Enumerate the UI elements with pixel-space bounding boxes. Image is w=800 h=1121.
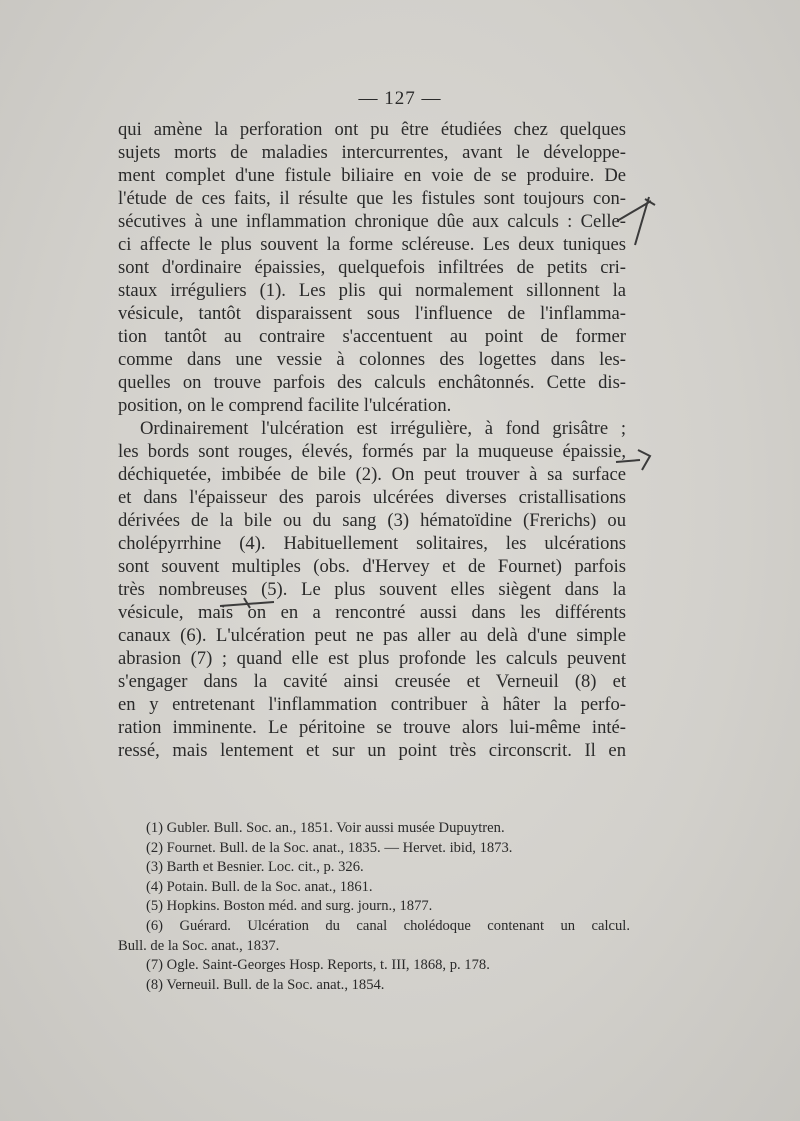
- body-line: déchiquetée, imbibée de bile (2). On peut trouver à sa surface: [118, 464, 626, 485]
- body-line: l'étude de ces faits, il résulte que les fistules sont toujours con-: [118, 188, 626, 209]
- body-line: dérivées de la bile ou du sang (3) hématoïdine (Frerichs) ou: [118, 510, 626, 531]
- page-number: — 127 —: [358, 88, 442, 109]
- body-line: ment complet d'une fistule biliaire en voie de se produire. De: [118, 165, 626, 186]
- body-line: ration imminente. Le péritoine se trouve alors lui-même inté-: [118, 717, 626, 738]
- body-line: qui amène la perforation ont pu être étudiées chez quelques: [118, 119, 626, 140]
- body-line: en y entretenant l'inflammation contribuer à hâter la perfo-: [118, 694, 626, 715]
- body-line: sécutives à une inflammation chronique dûe aux calculs : Celle-: [118, 211, 626, 232]
- proofreading-mark: [610, 440, 660, 480]
- footnote: (6) Guérard. Ulcération du canal cholédoque contenant un calcul.: [146, 917, 630, 934]
- footnote: (5) Hopkins. Boston méd. and surg. journ., 1877.: [146, 898, 433, 915]
- footnote: (7) Ogle. Saint-Georges Hosp. Reports, t. III, 1868, p. 178.: [146, 957, 490, 974]
- footnotes: [118, 819, 630, 995]
- body-line: comme dans une vessie à colonnes des logettes dans les-: [118, 349, 626, 370]
- proofreading-mark: [218, 594, 278, 614]
- body-line: cholépyrrhine (4). Habituellement solitaires, les ulcérations: [118, 533, 626, 554]
- body-line: les bords sont rouges, élevés, formés par la muqueuse épaissie,: [118, 441, 626, 462]
- footnote: (8) Verneuil. Bull. de la Soc. anat., 1854.: [146, 976, 385, 993]
- body-line: sujets morts de maladies intercurrentes, avant le développe-: [118, 142, 626, 163]
- body-line: très nombreuses (5). Le plus souvent elles siègent dans la: [118, 579, 626, 600]
- footnote: (2) Fournet. Bull. de la Soc. anat., 1835. — Hervet. ibid, 1873.: [146, 839, 513, 856]
- body-line: canaux (6). L'ulcération peut ne pas aller au delà d'une simple: [118, 625, 626, 646]
- body-line: tion tantôt au contraire s'accentuent au point de former: [118, 326, 626, 347]
- body-line: Ordinairement l'ulcération est irrégulière, à fond grisâtre ;: [140, 418, 626, 439]
- body-line: quelles on trouve parfois des calculs enchâtonnés. Cette dis-: [118, 372, 626, 393]
- body-line: vésicule, tantôt disparaissent sous l'influence de l'inflamma-: [118, 303, 626, 324]
- footnote: (3) Barth et Besnier. Loc. cit., p. 326.: [146, 859, 364, 876]
- body-line: vésicule, mais on en a rencontré aussi dans les différents: [118, 602, 626, 623]
- footnote: (1) Gubler. Bull. Soc. an., 1851. Voir aussi musée Dupuytren.: [146, 820, 505, 836]
- body-line: position, on le comprend facilite l'ulcération.: [118, 395, 452, 416]
- footnote-continuation: Bull. de la Soc. anat., 1837.: [118, 937, 280, 954]
- body-line: et dans l'épaisseur des parois ulcérées diverses cristallisations: [118, 487, 626, 508]
- body-line: ci affecte le plus souvent la forme scléreuse. Les deux tuniques: [118, 234, 626, 255]
- body-line: sont d'ordinaire épaissies, quelquefois infiltrées de petits cri-: [118, 257, 626, 278]
- proofreading-mark: [605, 195, 665, 255]
- body-line: sont souvent multiples (obs. d'Hervey et de Fournet) parfois: [118, 556, 626, 577]
- footnote: (4) Potain. Bull. de la Soc. anat., 1861.: [146, 878, 373, 895]
- body-line: abrasion (7) ; quand elle est plus profonde les calculs peuvent: [118, 648, 626, 669]
- body-line: staux irréguliers (1). Les plis qui normalement sillonnent la: [118, 280, 626, 301]
- body-line: ressé, mais lentement et sur un point très circonscrit. Il en: [118, 740, 626, 761]
- body-text: [118, 118, 626, 762]
- body-line: s'engager dans la cavité ainsi creusée et Verneuil (8) et: [118, 671, 626, 692]
